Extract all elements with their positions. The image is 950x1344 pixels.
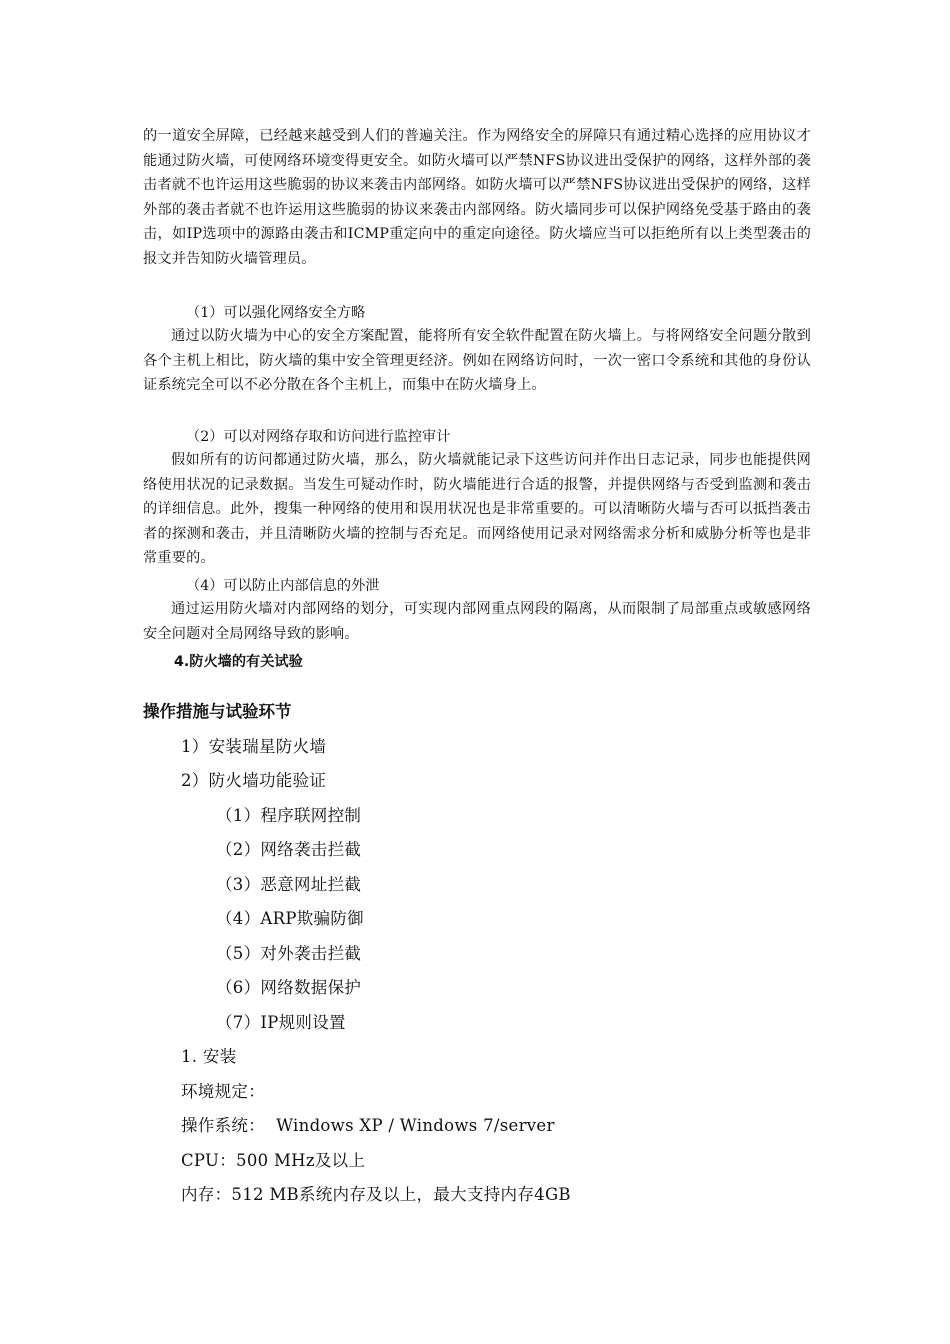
intro-paragraph: 的一道安全屏障，已经越来越受到人们的普遍关注。作为网络安全的屏障只有通过精心选择的应用协议才能通过防火墙，可使网络环境变得更安全。如防火墙可以严禁NFS协议进出受保护的网络，这样外部的袭击者就不也许运用这些脆弱的协议来袭击内部网络。如防火墙可以严禁NFS协议进出受保护的网络，这样外部的袭击者就不也许运用这些脆弱的协议来袭击内部网络。防火墙同步可以保护网络免受基于路由的袭击，如IP选项中的源路由袭击和ICMP重定向中的重定向途径。防火墙应当可以拒绝所有以上类型袭击的报文并告知防火墙管理员。 — [143, 128, 811, 267]
substep-4: （4）ARP欺骗防御 — [216, 909, 364, 928]
environment-title: 环境规定： — [181, 1082, 265, 1101]
substep-6: （6）网络数据保护 — [216, 978, 362, 997]
point-2-title: （2）可以对网络存取和访问进行监控审计 — [186, 429, 451, 445]
point-1-body: 通过以防火墙为中心的安全方案配置，能将所有安全软件配置在防火墙上。与将网络安全问题分散到各个主机上相比，防火墙的集中安全管理更经济。例如在网络访问时，一次一密口令系统和其他的身份认证系统完全可以不必分散在各个主机上，而集中在防火墙身上。 — [143, 328, 811, 394]
os-requirement: 操作系统： Windows XP / Windows 7/server — [181, 1116, 555, 1135]
install-title: 1. 安装 — [181, 1047, 237, 1066]
substep-3: （3）恶意网址拦截 — [216, 875, 362, 894]
memory-requirement: 内存：512 MB系统内存及以上，最大支持内存4GB — [181, 1185, 571, 1204]
substep-7: （7）IP规则设置 — [216, 1013, 346, 1032]
substep-2: （2）网络袭击拦截 — [216, 840, 362, 859]
step-2: 2）防火墙功能验证 — [181, 771, 327, 790]
section-4-title: 4.防火墙的有关试验 — [174, 654, 303, 670]
point-1-title: （1）可以强化网络安全方略 — [186, 305, 366, 321]
substep-5: （5）对外袭击拦截 — [216, 944, 362, 963]
point-4-body: 通过运用防火墙对内部网络的划分，可实现内部网重点网段的隔离，从而限制了局部重点或敏感网络安全问题对全局网络导致的影响。 — [143, 601, 811, 642]
point-2-body: 假如所有的访问都通过防火墙，那么，防火墙就能记录下这些访问并作出日志记录，同步也能提供网络使用状况的记录数据。当发生可疑动作时，防火墙能进行合适的报警，并提供网络与否受到监测和袭击的详细信息。此外，搜集一种网络的使用和误用状况也是非常重要的。可以清晰防火墙与否可以抵挡袭击者的探测和袭击，并且清晰防火墙的控制与否充足。而网络使用记录对网络需求分析和威胁分析等也是非常重要的。 — [143, 452, 811, 567]
point-4-title: （4）可以防止内部信息的外泄 — [186, 578, 380, 594]
operations-heading: 操作措施与试验环节 — [143, 702, 292, 721]
cpu-requirement: CPU：500 MHz及以上 — [181, 1151, 366, 1170]
substep-1: （1）程序联网控制 — [216, 806, 362, 825]
step-1: 1）安装瑞星防火墙 — [181, 737, 327, 756]
